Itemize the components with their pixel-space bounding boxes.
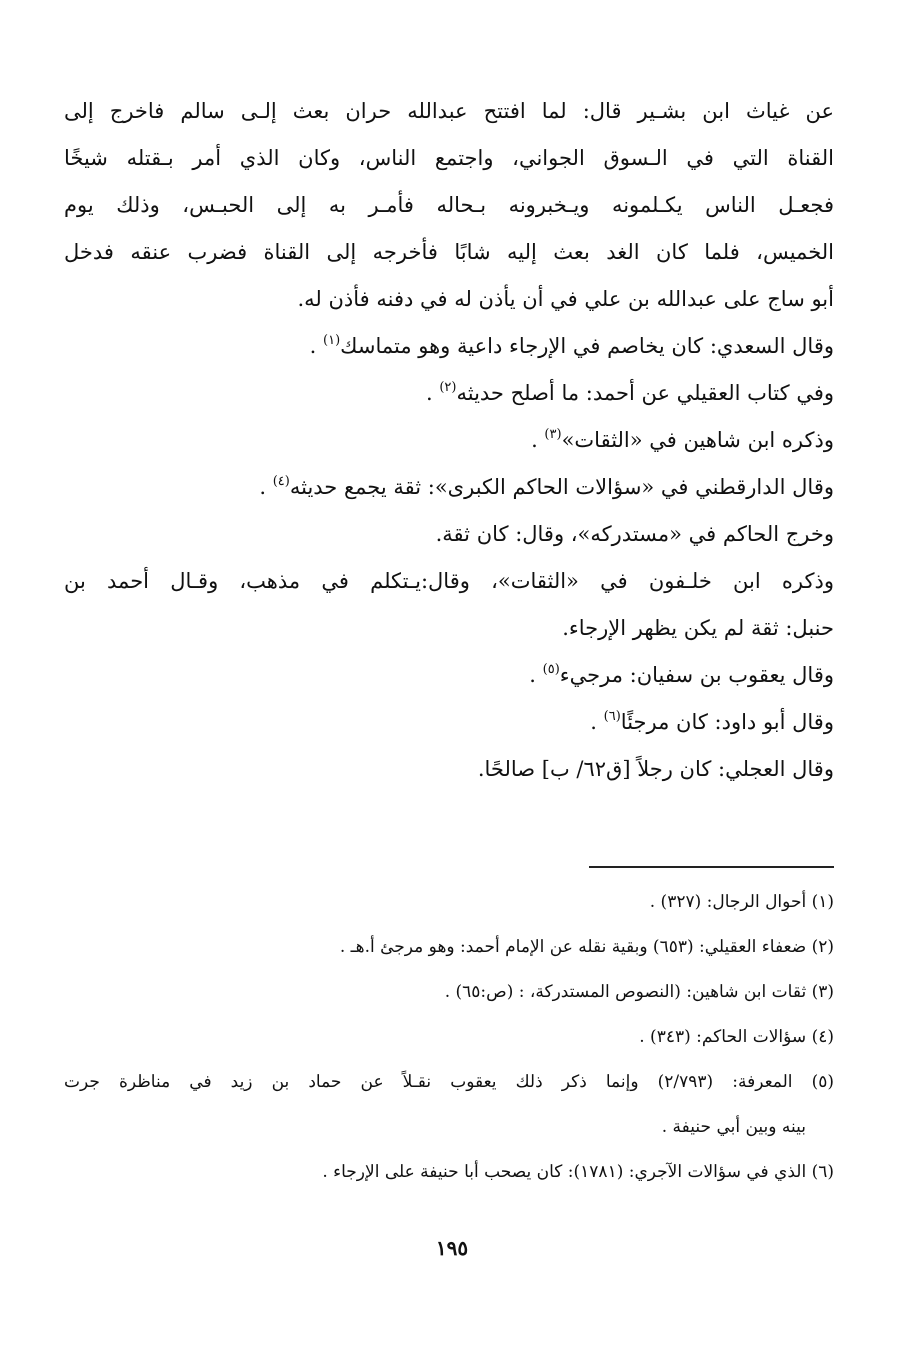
statement-text: وقال أبو داود: كان مرجئًا	[620, 710, 834, 734]
main-text	[64, 88, 834, 793]
statement-ibn-shahin	[64, 417, 834, 464]
footnote-marker: (٦)	[603, 709, 621, 724]
paragraph-ghiyath-report	[64, 88, 834, 323]
statement-abu-dawud	[64, 699, 834, 746]
statement-daraqutni	[64, 464, 834, 511]
statement-text: وقال الدارقطني في «سؤالات الحاكم الكبرى»: ثقة يجمع حديثه	[289, 475, 834, 499]
text-line: فجعـل الناس يكـلمونه ويـخبرونه بـحاله فأمـر به إلى الحبـس، وذلك يوم	[64, 193, 834, 217]
text-line: أبو ساج على عبدالله بن علي في أن يأذن له في دفنه فأذن له.	[297, 287, 834, 311]
statement-text: وقال يعقوب بن سفيان: مرجيء	[559, 663, 834, 687]
statement-uqayli	[64, 370, 834, 417]
text-line: وذكره ابن خلـفون في «الثقات»، وقال:يـتكلم في مذهب، وقـال أحمد بن	[64, 569, 834, 593]
statement-tail: .	[529, 663, 543, 687]
statement-tail: .	[259, 475, 273, 499]
footnote-marker: (٢)	[439, 380, 457, 395]
footnotes-section	[64, 880, 834, 1195]
text-line: عن غياث ابن بشـير قال: لما افتتح عبدالله حران بعث إلـى سالم فاخرج إلى	[64, 99, 834, 123]
statement-tail: .	[531, 428, 545, 452]
footnote-3: (٣) ثقات ابن شاهين: (النصوص المستدركة، : (ص:٦٥) .	[444, 982, 834, 1002]
footnote-marker: (٤)	[272, 474, 290, 489]
paragraph-ibn-khalfun	[64, 558, 834, 652]
footnote-6: (٦) الذي في سؤالات الآجري: (١٧٨١): كان يصحب أبا حنيفة على الإرجاء .	[322, 1162, 834, 1182]
statement-text: وقال السعدي: كان يخاصم في الإرجاء داعية وهو متماسك	[340, 334, 834, 358]
statement-tail: .	[309, 334, 324, 358]
footnote-4: (٤) سؤالات الحاكم: (٣٤٣) .	[639, 1027, 834, 1047]
footnote-2: (٢) ضعفاء العقيلي: (٦٥٣) وبقية نقله عن الإمام أحمد: وهو مرجئ أ.هـ .	[339, 937, 834, 957]
footnote-divider	[589, 866, 834, 868]
footnote-marker: (٥)	[542, 662, 560, 677]
text-line: حنبل: ثقة لم يكن يظهر الإرجاء.	[562, 616, 834, 640]
page-number: ١٩٥	[435, 1236, 469, 1260]
footnote-1: (١) أحوال الرجال: (٣٢٧) .	[649, 892, 834, 912]
statement-yaqub	[64, 652, 834, 699]
statement-tail: .	[590, 710, 604, 734]
footnote-5: (٥) المعرفة: (٢/٧٩٣) وإنما ذكر ذلك يعقوب نقـلاً عن حماد بن زيد في مناظرة جرت	[64, 1072, 834, 1092]
statement-hakim: وخرج الحاكم في «مستدركه»، وقال: كان ثقة.	[435, 522, 834, 546]
statement-ijli: وقال العجلي: كان رجلاً [ق٦٢/ ب] صالحًا.	[477, 757, 834, 781]
footnote-marker: (١)	[323, 333, 341, 348]
statement-text: وفي كتاب العقيلي عن أحمد: ما أصلح حديثه	[456, 381, 834, 405]
statement-text: وذكره ابن شاهين في «الثقات»	[561, 428, 834, 452]
text-line: الخميس، فلما كان الغد بعث إليه شابًا فأخرجه إلى القناة فضرب عنقه فدخل	[64, 240, 834, 264]
statement-saadi	[64, 323, 834, 370]
footnote-marker: (٣)	[544, 427, 562, 442]
text-line: القناة التي في الـسوق الجواني، واجتمع الناس، وكان الذي أمر بـقتله شيخًا	[64, 146, 834, 170]
statement-tail: .	[425, 381, 440, 405]
footnote-5-continuation: بينه وبين أبي حنيفة .	[661, 1117, 806, 1137]
